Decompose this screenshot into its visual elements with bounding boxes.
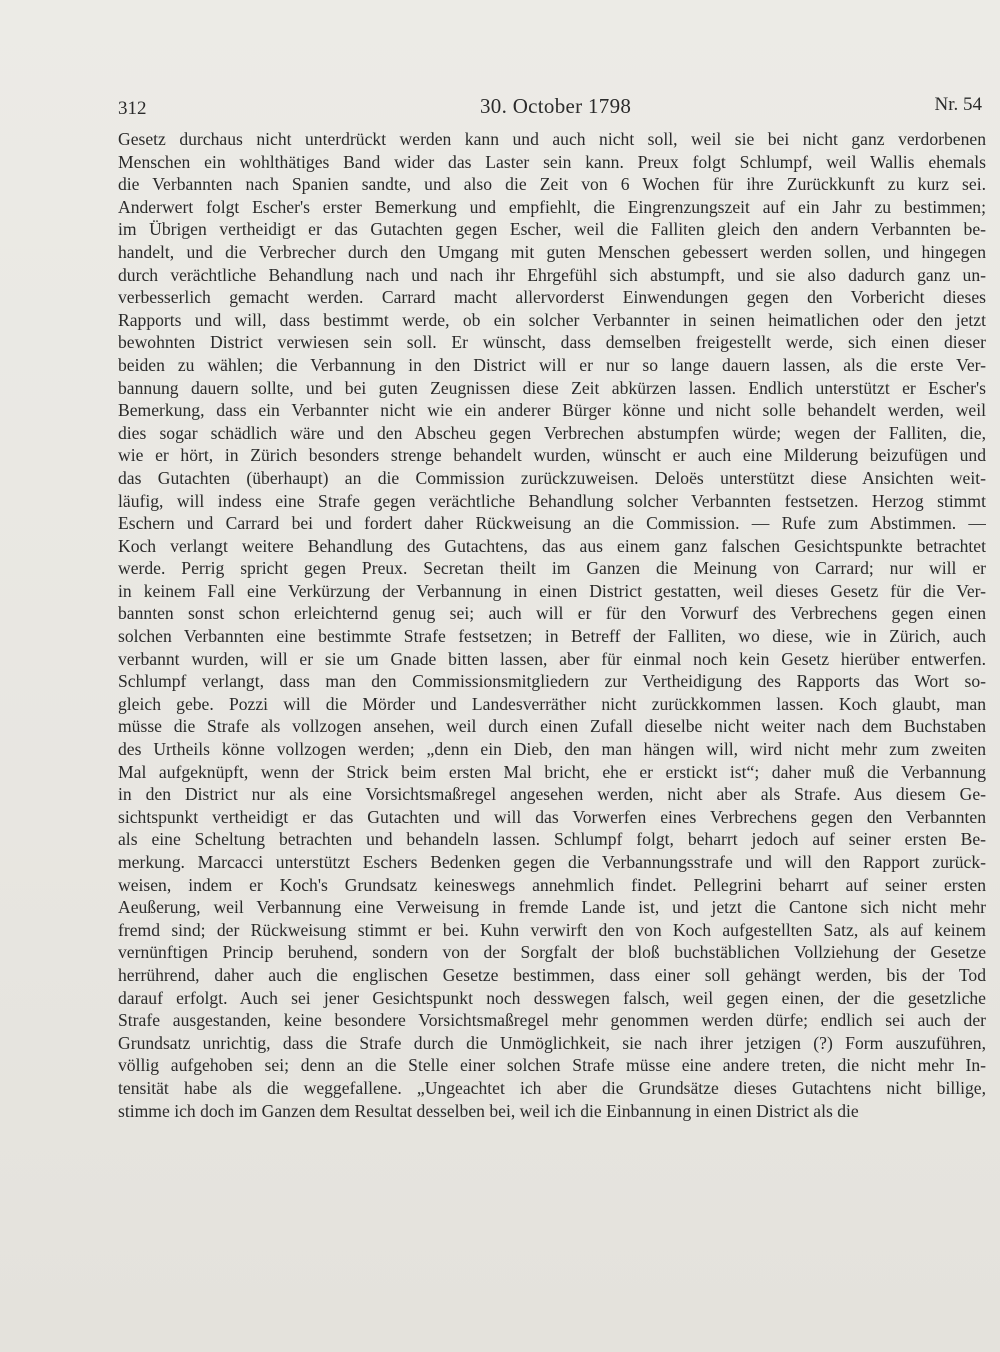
text-line: sichtspunkt vertheidigt er das Gutachten und will das Vorwerfen eines Verbrechens gegen den Verbannten (118, 806, 986, 827)
body-text (118, 128, 986, 1122)
text-line: Koch verlangt weitere Behandlung des Gutachtens, das aus einem ganz falschen Gesichtspunkte betrachtet (118, 535, 986, 556)
text-line: in keinem Fall eine Verkürzung der Verbannung in einen District gestatten, weil dieses Gesetz für die Ver- (118, 580, 986, 601)
text-line: das Gutachten (überhaupt) an die Commission zurückzuweisen. Deloës unterstützt diese Ansichten weit- (118, 467, 986, 488)
text-line: wie er hört, in Zürich besonders strenge behandelt wurden, wünscht er auch eine Milderung beizufügen und (118, 445, 986, 466)
text-line: dies sogar schädlich wäre und den Abscheu gegen Verbrechen abstumpfen würde; wegen der Falliten, die, (118, 422, 986, 443)
text-line: bannten sonst schon erleichternd genug sei; auch will er für den Vorwurf des Verbrechens gegen einen (118, 603, 986, 624)
text-line: bewohnten District verwiesen sein soll. Er wünscht, dass demselben freigestellt werde, sich einen dieser (118, 332, 986, 353)
text-line: herrührend, daher auch die englischen Gesetze bestimmen, dass einer soll gehängt werden, bis der Tod (118, 964, 986, 985)
text-line: als eine Scheltung betrachten und behandeln lassen. Schlumpf folgt, beharrt jedoch auf seiner ersten Be- (118, 829, 986, 850)
text-line: werde. Perrig spricht gegen Preux. Secretan theilt im Ganzen die Meinung von Carrard; nur will er (118, 558, 986, 579)
text-line: Bemerkung, dass ein Verbannter nicht wie ein anderer Bürger könne und nicht solle behandelt werden, weil (118, 400, 986, 421)
text-line: weisen, indem er Koch's Grundsatz keineswegs annehmlich findet. Pellegrini beharrt auf seiner ersten (118, 874, 986, 895)
text-line: Mal aufgeknüpft, wenn der Strick beim ersten Mal bricht, ehe er erstickt ist“; daher muß die Verbannung (118, 761, 986, 782)
page-number: 312 (118, 98, 147, 119)
text-line: Gesetz durchaus nicht unterdrückt werden kann und auch nicht soll, weil sie bei nicht ganz verdorbenen (118, 129, 986, 149)
text-line: die Verbannten nach Spanien sandte, und also die Zeit von 6 Wochen für ihre Zurückkunft zu kurz sei. (118, 174, 986, 195)
text-line: völlig aufgehoben sei; denn an die Stelle einer solchen Strafe müsse eine andere treten, die nicht mehr In- (118, 1055, 986, 1076)
text-line: tensität habe als die weggefallene. „Ungeachtet ich aber die Grundsätze dieses Gutachtens nicht billige, (118, 1077, 986, 1098)
text-line: Rapports und will, dass bestimmt werde, ob ein solcher Verbannter in seinen heimatlichen oder den jetzt (118, 309, 986, 330)
text-line: solchen Verbannten eine bestimmte Strafe festsetzen; in Betreff der Falliten, wo diese, wie in Zürich, auch (118, 626, 986, 647)
text-line: Schlumpf verlangt, dass man den Commissionsmitgliedern zur Vertheidigung des Rapports das Wort so- (118, 671, 986, 692)
text-line: handelt, und die Verbrecher durch den Umgang mit guten Menschen gebessert werden sollen, und hingegen (118, 241, 986, 262)
text-line: merkung. Marcacci unterstützt Eschers Bedenken gegen die Verbannungsstrafe und will den Rapport zurück- (118, 852, 986, 872)
text-line: Eschern und Carrard bei und fordert daher Rückweisung an die Commission. — Rufe zum Abstimmen. — (118, 513, 986, 534)
text-line: müsse die Strafe als vollzogen ansehen, weil durch einen Zufall dieselbe nicht weiter nach dem Buchstaben (118, 716, 986, 737)
text-line: Anderwert folgt Escher's erster Bemerkung und empfiehlt, die Eingrenzungszeit auf ein Jahr zu bestimmen; (118, 196, 986, 217)
text-line: vernünftigen Princip beruhend, sondern von der Sorgfalt der bloß buchstäblichen Vollziehung der Gesetze (118, 942, 986, 963)
text-line: bannung dauern sollte, und bei guten Zeugnissen diese Zeit abkürzen lassen. Endlich unterstützt er Escher's (118, 377, 986, 398)
text-line: Aeußerung, weil Verbannung eine Verweisung in fremde Lande ist, und jetzt die Cantone sich nicht mehr (118, 897, 986, 918)
page-header (118, 94, 990, 126)
text-line: läufig, will indess eine Strafe gegen verächtliche Behandlung solcher Verbannten festsetzen. Herzog stimmt (118, 490, 986, 511)
text-line: durch verächtliche Behandlung nach und nach ihr Ehrgefühl sich abstumpft, und sie also dadurch ganz un- (118, 264, 986, 285)
text-line: Grundsatz unrichtig, dass die Strafe durch die Unmöglichkeit, sie nach ihrer jetzigen (?) Form auszuführen, (118, 1032, 986, 1053)
text-line: stimme ich doch im Ganzen dem Resultat desselben bei, weil ich die Einbannung in einen District als die (118, 1100, 859, 1121)
text-line: des Urtheils könne vollzogen werden; „denn ein Dieb, den man hängen will, wird nicht mehr zum zweiten (118, 739, 986, 760)
document-number: Nr. 54 (934, 94, 982, 115)
text-line: darauf erfolgt. Auch sei jener Gesichtspunkt noch desswegen falsch, weil gegen einen, der die gesetzliche (118, 987, 986, 1008)
text-line: gleich gebe. Pozzi will die Mörder und Landesverräther nicht zurückkommen lassen. Koch glaubt, man (118, 693, 986, 714)
text-line: in den District nur als eine Vorsichtsmaßregel angesehen werden, nicht aber als Strafe. Aus diesem Ge- (118, 784, 986, 805)
text-line: Menschen ein wohlthätiges Band wider das Laster sein kann. Preux folgt Schlumpf, weil Wallis ehemals (118, 151, 986, 172)
text-line: verbesserlich gemacht werden. Carrard macht allervorderst Einwendungen gegen den Vorbericht dieses (118, 287, 986, 308)
text-line: beiden zu wählen; die Verbannung in den District will er nur so lange dauern lassen, als die erste Ver- (118, 354, 986, 375)
text-line: im Übrigen vertheidigt er das Gutachten gegen Escher, weil die Falliten gleich den andern Verbannten be- (118, 219, 986, 240)
text-line: fremd sind; der Rückweisung stimmt er bei. Kuhn verwirft den von Koch aufgestellten Satz, als auf keinem (118, 919, 986, 940)
text-line: verbannt wurden, will er sie um Gnade bitten lassen, aber für einmal noch kein Gesetz hierüber entwerfen. (118, 648, 986, 669)
text-line: Strafe ausgestanden, keine besondere Vorsichtsmaßregel mehr genommen werden dürfe; endlich sei auch der (118, 1010, 986, 1031)
page-date: 30. October 1798 (480, 94, 632, 118)
